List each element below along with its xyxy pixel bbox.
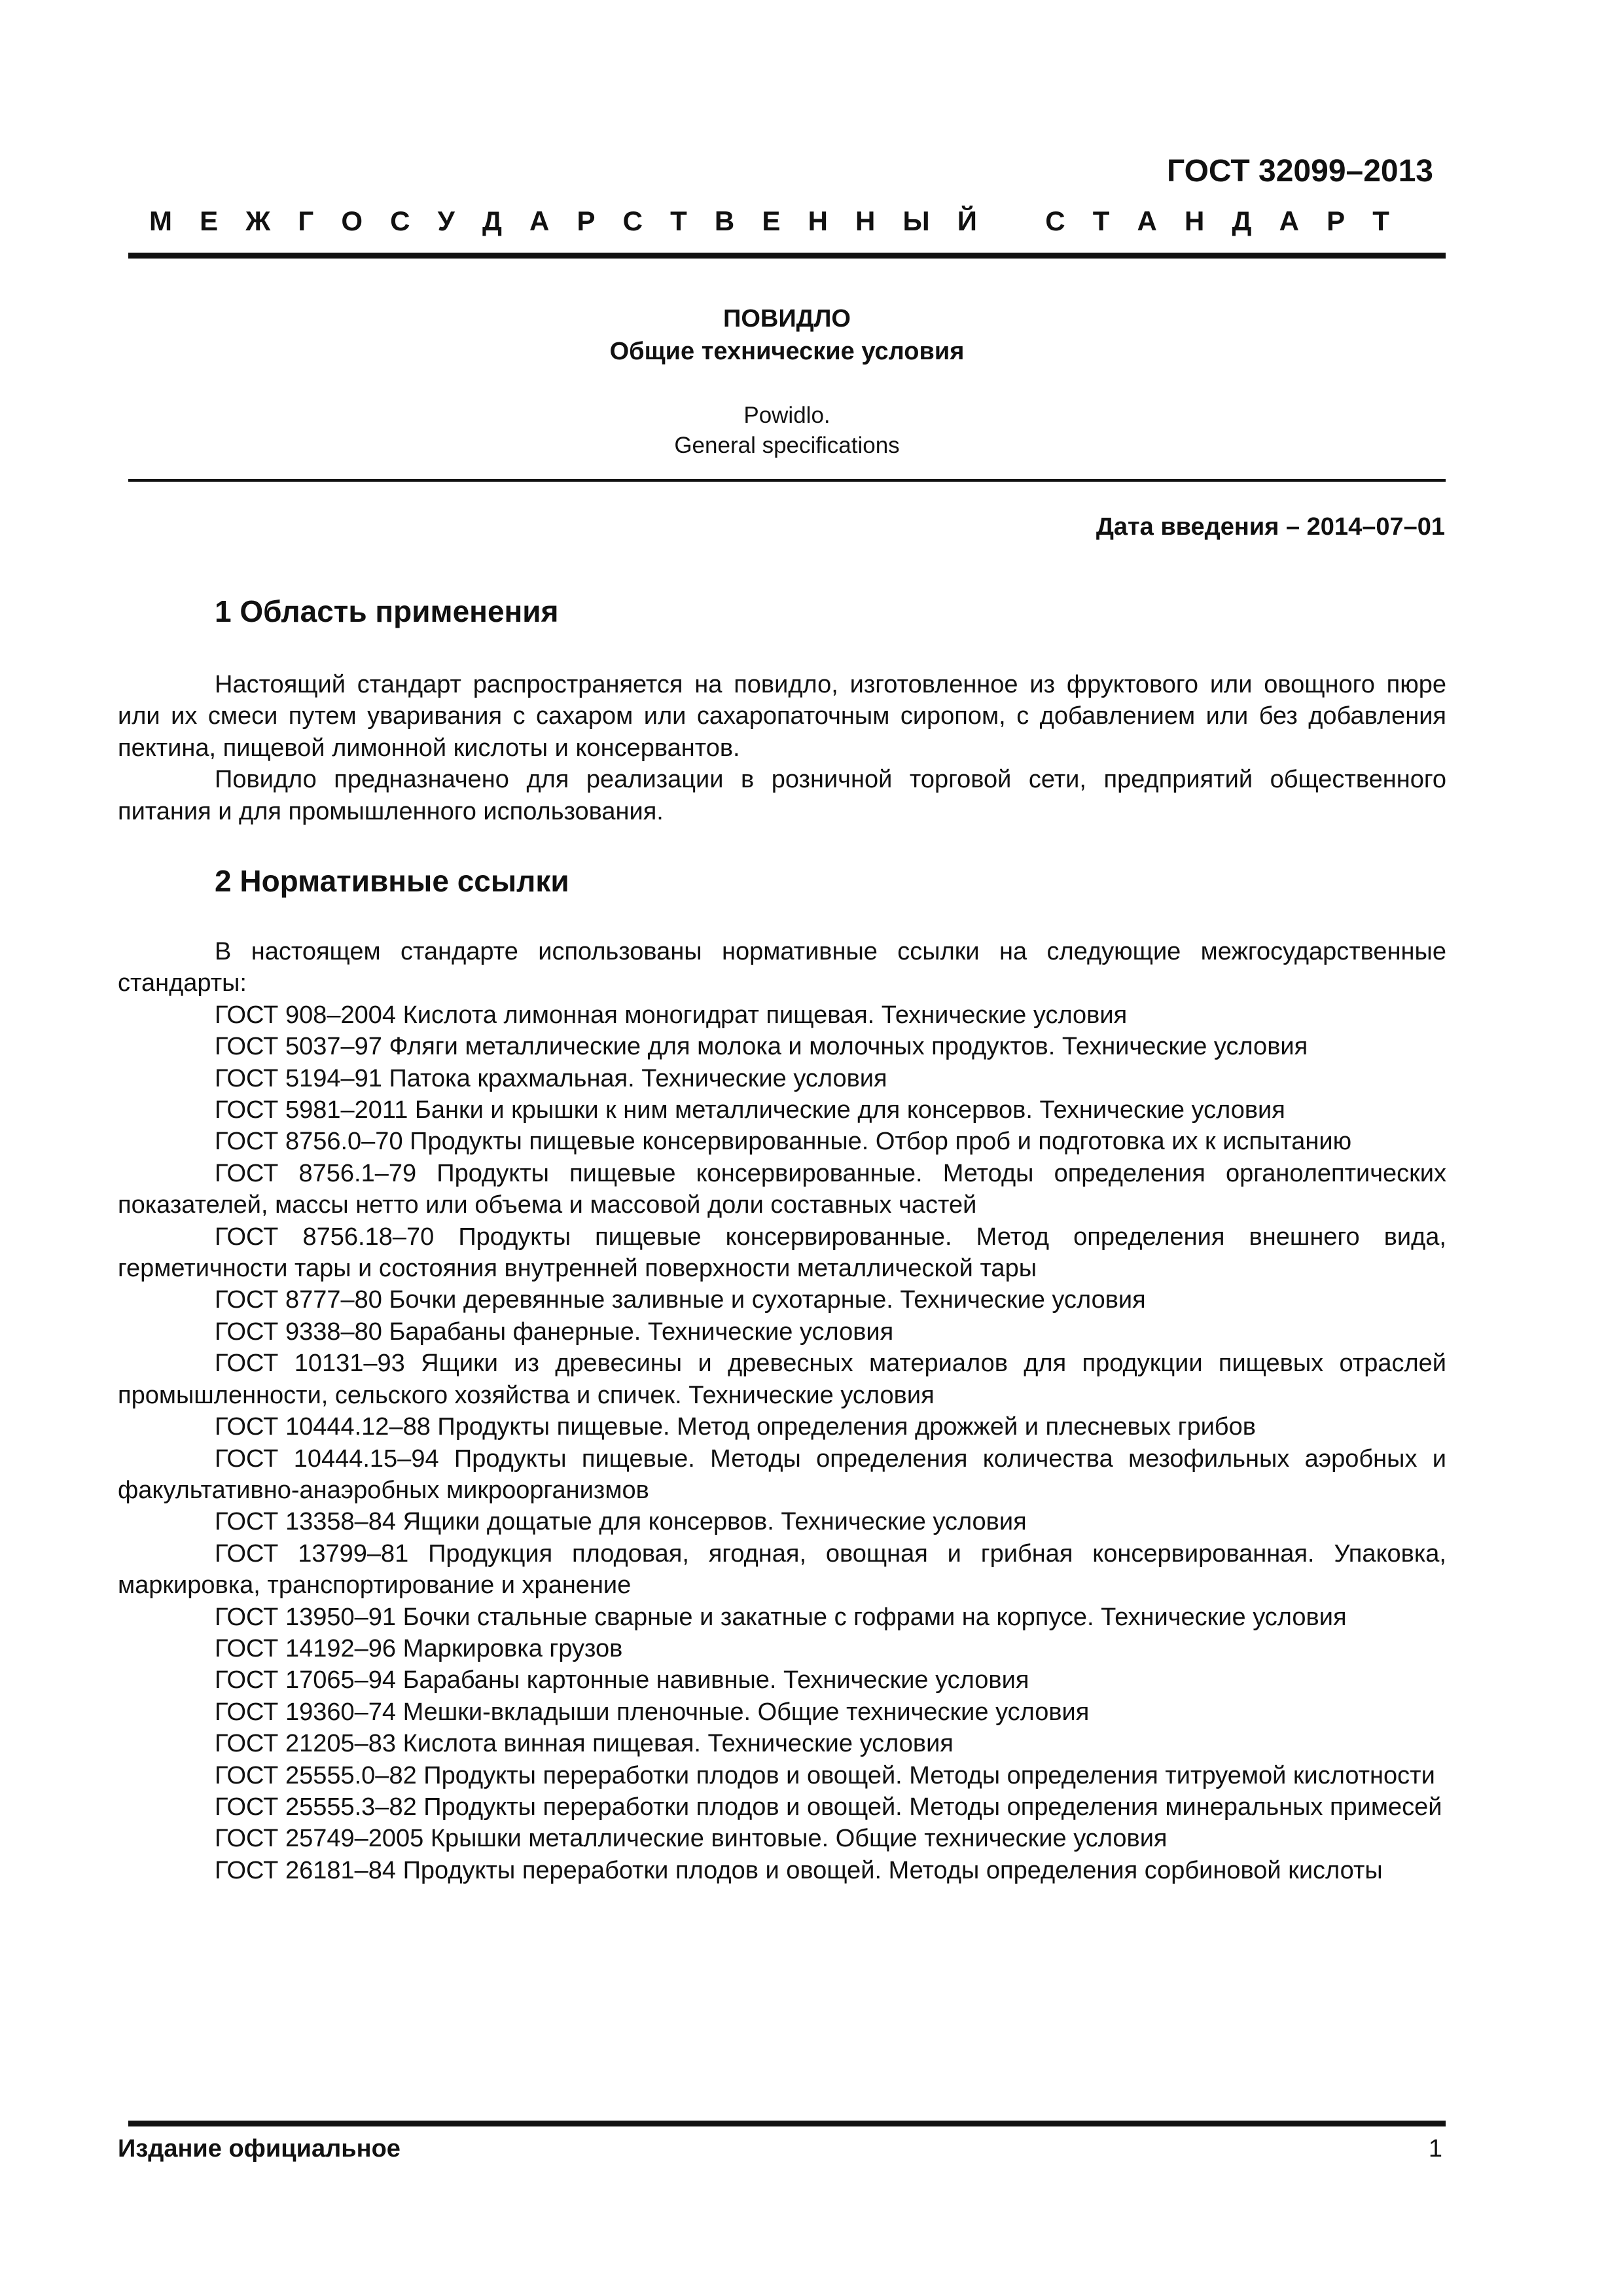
banner-letter: А bbox=[529, 206, 550, 236]
reference-item: ГОСТ 908–2004 Кислота лимонная моногидрат пищевая. Технические условия bbox=[215, 1001, 1128, 1029]
gost-number: ГОСТ 32099–2013 bbox=[1167, 154, 1433, 188]
banner-letter: Т bbox=[1092, 206, 1110, 236]
banner-letter: С bbox=[1045, 206, 1065, 236]
reference-item: ГОСТ 5037–97 Фляги металлические для молока и молочных продуктов. Технические условия bbox=[215, 1033, 1308, 1061]
official-edition-label: Издание официальное bbox=[118, 2135, 401, 2162]
paragraph: В настоящем стандарте использованы нормативные ссылки на следующие межгосударственные стандарты: bbox=[118, 938, 1446, 997]
paragraph: Настоящий стандарт распространяется на повидло, изготовленное из фруктового или овощного пюре или их смеси путем уваривания с сахаром или сахаропаточным сиропом, с добавлением или без добавления пектина, пищевой лимонной кислоты и консервантов. bbox=[118, 671, 1446, 762]
interstate-standard-banner bbox=[149, 203, 1389, 240]
banner-letter: Е bbox=[762, 206, 781, 236]
introduction-date: Дата введения – 2014–07–01 bbox=[1096, 513, 1445, 541]
banner-letter: Т bbox=[670, 206, 687, 236]
banner-letter: Н bbox=[1185, 206, 1205, 236]
footer-rule bbox=[128, 2121, 1446, 2126]
section-1-body bbox=[118, 669, 1446, 827]
reference-item: ГОСТ 25555.0–82 Продукты переработки плодов и овощей. Методы определения титруемой кислотности bbox=[215, 1761, 1435, 1789]
reference-item: ГОСТ 25749–2005 Крышки металлические винтовые. Общие технические условия bbox=[215, 1825, 1168, 1853]
reference-item: ГОСТ 17065–94 Барабаны картонные навивные. Технические условия bbox=[215, 1666, 1029, 1695]
reference-item: ГОСТ 8756.1–79 Продукты пищевые консервированные. Методы определения органолептических показателей, массы нетто или объема и массовой доли составных частей bbox=[118, 1159, 1446, 1219]
reference-item: ГОСТ 10444.12–88 Продукты пищевые. Метод определения дрожжей и плесневых грибов bbox=[215, 1413, 1256, 1441]
reference-item: ГОСТ 13358–84 Ящики дощатые для консервов. Технические условия bbox=[215, 1508, 1027, 1536]
document-title-english: Powidlo. bbox=[743, 403, 830, 428]
paragraph: Повидло предназначено для реализации в розничной торговой сети, предприятий общественного питания и для промышленного использования. bbox=[118, 766, 1446, 825]
reference-item: ГОСТ 9338–80 Барабаны фанерные. Технические условия bbox=[215, 1318, 894, 1346]
reference-item: ГОСТ 5194–91 Патока крахмальная. Технические условия bbox=[215, 1064, 887, 1092]
banner-letter: Н bbox=[808, 206, 828, 236]
banner-letter: А bbox=[1279, 206, 1299, 236]
banner-letter: Д bbox=[1232, 206, 1252, 236]
reference-item: ГОСТ 25555.3–82 Продукты переработки плодов и овощей. Методы определения минеральных примесей bbox=[215, 1793, 1442, 1821]
title-rule bbox=[128, 479, 1446, 482]
document-subtitle-english: General specifications bbox=[674, 433, 900, 458]
banner-letter: У bbox=[437, 206, 455, 236]
banner-letter: Д bbox=[482, 206, 502, 236]
banner-letter: Н bbox=[855, 206, 876, 236]
banner-letter: Г bbox=[298, 206, 314, 236]
banner-letter: Р bbox=[1327, 206, 1346, 236]
banner-letter: Е bbox=[200, 206, 219, 236]
banner-gap bbox=[1005, 203, 1018, 240]
banner-letter: Й bbox=[957, 206, 977, 236]
reference-item: ГОСТ 10131–93 Ящики из древесины и древесных материалов для продукции пищевых отраслей промышленности, сельского хозяйства и спичек. Технические условия bbox=[118, 1350, 1446, 1409]
reference-item: ГОСТ 8756.0–70 Продукты пищевые консервированные. Отбор проб и подготовка их к испытанию bbox=[215, 1128, 1352, 1156]
reference-item: ГОСТ 8756.18–70 Продукты пищевые консервированные. Метод определения внешнего вида, герметичности тары и состояния внутренней поверхности металлической тары bbox=[118, 1223, 1446, 1283]
document-subtitle: Общие технические условия bbox=[609, 338, 965, 365]
banner-letter: Ы bbox=[902, 206, 930, 236]
reference-item: ГОСТ 13950–91 Бочки стальные сварные и закатные с гофрами на корпусе. Технические условия bbox=[215, 1603, 1347, 1631]
banner-letter: С bbox=[622, 206, 643, 236]
header-rule bbox=[128, 253, 1446, 259]
reference-item: ГОСТ 10444.15–94 Продукты пищевые. Методы определения количества мезофильных аэробных и факультативно-анаэробных микроорганизмов bbox=[118, 1444, 1446, 1504]
banner-letter: В bbox=[714, 206, 735, 236]
section-1-heading: 1 Область применения bbox=[215, 594, 559, 628]
page-number: 1 bbox=[1428, 2135, 1442, 2162]
banner-letter: А bbox=[1137, 206, 1157, 236]
banner-letter: М bbox=[149, 206, 172, 236]
reference-item: ГОСТ 21205–83 Кислота винная пищевая. Технические условия bbox=[215, 1730, 954, 1758]
document-title: ПОВИДЛО bbox=[723, 305, 851, 332]
section-2-heading: 2 Нормативные ссылки bbox=[215, 864, 569, 898]
banner-letter: Р bbox=[577, 206, 596, 236]
reference-item: ГОСТ 8777–80 Бочки деревянные заливные и сухотарные. Технические условия bbox=[215, 1286, 1146, 1314]
reference-item: ГОСТ 26181–84 Продукты переработки плодов и овощей. Методы определения сорбиновой кислоты bbox=[215, 1856, 1383, 1884]
banner-letter: С bbox=[390, 206, 410, 236]
reference-item: ГОСТ 14192–96 Маркировка грузов bbox=[215, 1634, 623, 1662]
reference-item: ГОСТ 13799–81 Продукция плодовая, ягодная, овощная и грибная консервированная. Упаковка, маркировка, транспортирование и хранение bbox=[118, 1539, 1446, 1600]
reference-item: ГОСТ 19360–74 Мешки-вкладыши пленочные. Общие технические условия bbox=[215, 1698, 1090, 1726]
banner-letter: О bbox=[341, 206, 363, 236]
reference-item: ГОСТ 5981–2011 Банки и крышки к ним металлические для консервов. Технические условия bbox=[215, 1096, 1285, 1124]
banner-letter: Ж bbox=[245, 206, 271, 236]
banner-letter: Т bbox=[1372, 206, 1389, 236]
section-2-body bbox=[118, 936, 1446, 1886]
